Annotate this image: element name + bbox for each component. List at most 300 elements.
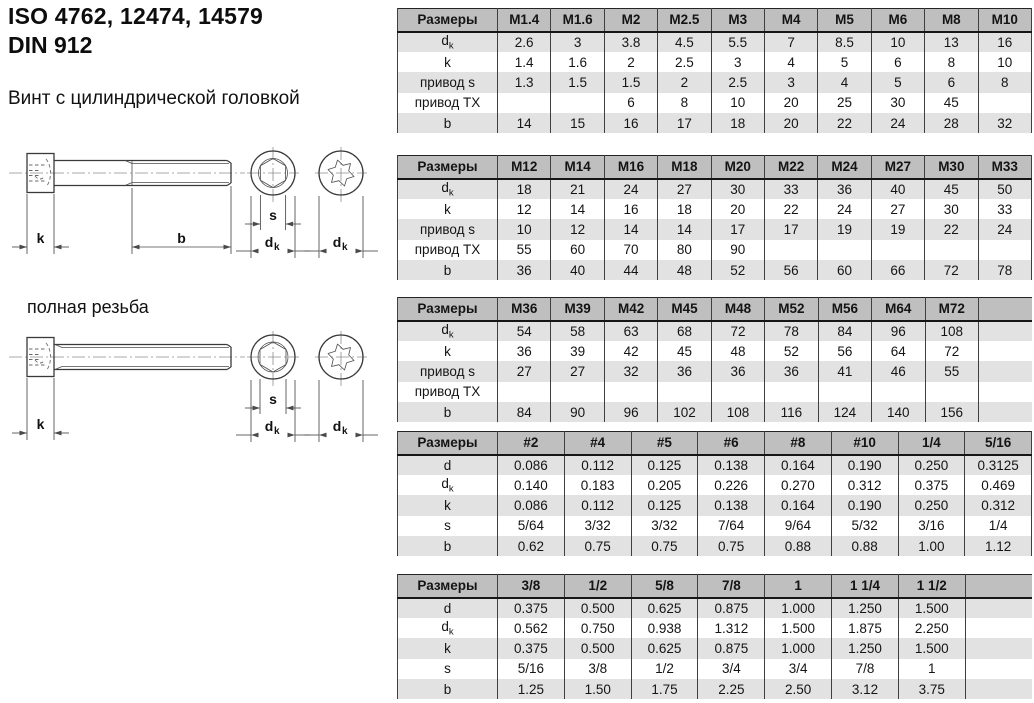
value-cell: 1.500 [898, 638, 965, 658]
size-column-header: M4 [764, 9, 817, 32]
value-cell: 156 [925, 402, 978, 422]
value-cell: 1.75 [631, 679, 698, 699]
value-cell [965, 618, 1032, 638]
value-cell: 14 [658, 219, 711, 239]
value-cell: 24 [604, 179, 657, 199]
value-cell: 55 [498, 240, 551, 260]
torx-socket-end-view [304, 331, 378, 442]
value-cell [711, 382, 764, 402]
screw-side-view [9, 338, 245, 441]
dimension-dk-hex [236, 196, 310, 258]
dimension-k [12, 194, 69, 254]
value-cell [551, 382, 604, 402]
size-column-header: M5 [818, 9, 871, 32]
value-cell: 30 [871, 93, 924, 113]
size-column-header: 1/2 [564, 575, 631, 598]
value-cell: 3 [764, 72, 817, 92]
value-cell: 20 [764, 113, 817, 133]
value-cell: 0.086 [498, 495, 565, 515]
size-column-header: M12 [498, 156, 551, 179]
value-cell: 116 [765, 402, 818, 422]
size-column-header: #8 [765, 432, 832, 455]
value-cell: 4 [764, 52, 817, 72]
value-cell: 44 [604, 260, 657, 280]
table-row [398, 536, 1032, 556]
value-cell [818, 240, 871, 260]
value-cell: 36 [818, 179, 871, 199]
value-cell: 17 [764, 219, 817, 239]
value-cell: 2.6 [498, 32, 551, 52]
row-label: k [398, 341, 498, 361]
size-column-header: M22 [764, 156, 817, 179]
table-metric-small-sizes [397, 8, 1032, 133]
value-cell: 32 [604, 361, 657, 381]
size-column-header: M24 [818, 156, 871, 179]
value-cell [965, 638, 1032, 658]
table-row [398, 179, 1032, 199]
value-cell: 22 [764, 199, 817, 219]
dim-label-s: s [269, 207, 277, 223]
size-column-header: 1/4 [898, 432, 965, 455]
value-cell: 0.875 [698, 598, 765, 618]
value-cell: 6 [604, 93, 657, 113]
row-label: привод TX [398, 240, 498, 260]
value-cell [604, 382, 657, 402]
value-cell: 0.183 [564, 475, 631, 495]
value-cell: 16 [604, 199, 657, 219]
value-cell: 0.086 [498, 455, 565, 475]
value-cell: 58 [551, 321, 604, 341]
value-cell [551, 93, 604, 113]
size-column-header: M2 [604, 9, 657, 32]
size-column-header: M42 [604, 298, 657, 321]
value-cell: 48 [658, 260, 711, 280]
product-name: Винт с цилиндрической головкой [8, 88, 300, 109]
dimension-dk-torx [304, 380, 378, 442]
value-cell: 0.164 [765, 455, 832, 475]
value-cell: 90 [551, 402, 604, 422]
value-cell: 0.562 [498, 618, 565, 638]
value-cell: 24 [818, 199, 871, 219]
value-cell [498, 93, 551, 113]
value-cell: 30 [711, 179, 764, 199]
row-label: d [398, 455, 498, 475]
value-cell: 13 [925, 32, 978, 52]
size-column-header: M18 [658, 156, 711, 179]
value-cell [978, 382, 1032, 402]
dim-label-b: b [177, 230, 186, 246]
value-cell: 0.625 [631, 638, 698, 658]
value-cell: 0.312 [831, 475, 898, 495]
value-cell: 14 [498, 113, 551, 133]
value-cell: 3/16 [898, 516, 965, 536]
table-row [398, 455, 1032, 475]
size-column-header: M1.4 [498, 9, 551, 32]
table-row [398, 659, 1033, 679]
value-cell: 14 [604, 219, 657, 239]
value-cell: 1.250 [832, 598, 899, 618]
value-cell: 1.875 [832, 618, 899, 638]
value-cell: 108 [711, 402, 764, 422]
value-cell: 0.250 [898, 455, 965, 475]
value-cell [818, 382, 871, 402]
value-cell [871, 240, 924, 260]
value-cell: 20 [711, 199, 764, 219]
size-column-header: M6 [871, 9, 924, 32]
table-row [398, 321, 1033, 341]
table-row [398, 516, 1032, 536]
dim-label-dk-sub: k [274, 426, 280, 437]
value-cell: 0.250 [898, 495, 965, 515]
value-cell: 0.270 [765, 475, 832, 495]
value-cell: 40 [551, 260, 604, 280]
value-cell: 2.5 [711, 72, 764, 92]
value-cell: 68 [658, 321, 711, 341]
value-cell: 8 [658, 93, 711, 113]
value-cell: 24 [978, 219, 1031, 239]
dimension-dk-torx [304, 196, 378, 258]
value-cell: 0.88 [831, 536, 898, 556]
value-cell: 56 [764, 260, 817, 280]
value-cell: 66 [871, 260, 924, 280]
value-cell: 48 [711, 341, 764, 361]
table-row [398, 475, 1032, 495]
dimension-table [397, 155, 1032, 280]
value-cell [765, 382, 818, 402]
value-cell [764, 240, 817, 260]
value-cell: 25 [818, 93, 871, 113]
value-cell: 19 [818, 219, 871, 239]
value-cell: 19 [871, 219, 924, 239]
row-label: $d_k$ [398, 179, 498, 199]
table-row [398, 260, 1032, 280]
sizes-header-cell: Размеры [398, 432, 498, 455]
value-cell: 1.4 [498, 52, 551, 72]
value-cell: 17 [711, 219, 764, 239]
size-column-header: M8 [925, 9, 978, 32]
row-label: k [398, 495, 498, 515]
value-cell: 1.500 [898, 598, 965, 618]
value-cell [978, 402, 1032, 422]
table-row [398, 32, 1032, 52]
size-column-header: M1.6 [551, 9, 604, 32]
value-cell: 3/8 [564, 659, 631, 679]
row-label: b [398, 260, 498, 280]
value-cell: 12 [498, 199, 551, 219]
value-cell: 54 [498, 321, 551, 341]
value-cell: 1/4 [965, 516, 1032, 536]
value-cell: 1.6 [551, 52, 604, 72]
value-cell: 84 [818, 321, 871, 341]
value-cell: 90 [711, 240, 764, 260]
value-cell: 1.00 [898, 536, 965, 556]
value-cell [658, 382, 711, 402]
table-row [398, 361, 1033, 381]
row-label: b [398, 402, 498, 422]
value-cell: 78 [978, 260, 1031, 280]
value-cell: 5/64 [498, 516, 565, 536]
header-row [398, 575, 1033, 598]
value-cell [872, 382, 925, 402]
value-cell: 1.500 [765, 618, 832, 638]
dim-label-dk-base: d [264, 234, 274, 250]
size-column-header: 1 1/4 [832, 575, 899, 598]
value-cell [965, 679, 1032, 699]
size-column-header: M36 [498, 298, 551, 321]
value-cell: 2.50 [765, 679, 832, 699]
size-column-header: #2 [498, 432, 565, 455]
value-cell: 0.938 [631, 618, 698, 638]
row-label: привод TX [398, 382, 498, 402]
value-cell: 1.12 [965, 536, 1032, 556]
value-cell [498, 382, 551, 402]
value-cell: 0.112 [564, 495, 631, 515]
value-cell: 5 [871, 72, 924, 92]
value-cell: 40 [871, 179, 924, 199]
row-label: k [398, 638, 498, 658]
value-cell: 0.75 [564, 536, 631, 556]
table-row [398, 219, 1032, 239]
table-row [398, 495, 1032, 515]
dim-label-dk-base: d [332, 234, 342, 250]
value-cell: 8 [978, 72, 1031, 92]
value-cell: 60 [818, 260, 871, 280]
value-cell [925, 240, 978, 260]
size-column-header: M2.5 [658, 9, 711, 32]
value-cell: 0.140 [498, 475, 565, 495]
value-cell: 7/64 [698, 516, 765, 536]
value-cell: 0.138 [698, 455, 765, 475]
value-cell: 0.190 [831, 495, 898, 515]
value-cell: 0.500 [564, 598, 631, 618]
value-cell: 0.875 [698, 638, 765, 658]
value-cell: 1.5 [551, 72, 604, 92]
dimension-k [12, 378, 69, 440]
value-cell: 7/8 [832, 659, 899, 679]
value-cell: 3.75 [898, 679, 965, 699]
row-label: привод s [398, 361, 498, 381]
screw-partial-thread-diagram [5, 146, 393, 264]
dimension-table [397, 297, 1032, 422]
value-cell: 5/32 [831, 516, 898, 536]
value-cell: 17 [658, 113, 711, 133]
size-column-header: #4 [564, 432, 631, 455]
value-cell [978, 341, 1032, 361]
left-pane [0, 0, 395, 703]
value-cell [978, 361, 1032, 381]
value-cell [978, 321, 1032, 341]
dim-label-k: k [36, 230, 45, 246]
table-row [398, 72, 1032, 92]
dimension-table [397, 8, 1032, 133]
size-column-header: M3 [711, 9, 764, 32]
size-column-header [965, 575, 1032, 598]
value-cell: 2.25 [698, 679, 765, 699]
value-cell: 0.125 [631, 495, 698, 515]
value-cell: 5/16 [498, 659, 565, 679]
value-cell: 16 [604, 113, 657, 133]
value-cell: 63 [604, 321, 657, 341]
value-cell: 0.112 [564, 455, 631, 475]
standard-title-iso: ISO 4762, 12474, 14579 [8, 3, 264, 29]
value-cell: 5.5 [711, 32, 764, 52]
value-cell: 3.12 [832, 679, 899, 699]
size-column-header: M27 [871, 156, 924, 179]
value-cell: 80 [658, 240, 711, 260]
row-label: b [398, 679, 498, 699]
value-cell: 45 [925, 179, 978, 199]
row-label: $d_k$ [398, 618, 498, 638]
value-cell: 3/4 [765, 659, 832, 679]
value-cell: 20 [764, 93, 817, 113]
value-cell: 33 [764, 179, 817, 199]
value-cell: 33 [978, 199, 1031, 219]
value-cell: 0.88 [765, 536, 832, 556]
table-row [398, 52, 1032, 72]
value-cell: 36 [498, 341, 551, 361]
size-column-header: M72 [925, 298, 978, 321]
value-cell: 102 [658, 402, 711, 422]
row-label: $d_k$ [398, 475, 498, 495]
value-cell: 7 [764, 32, 817, 52]
value-cell: 2.250 [898, 618, 965, 638]
size-column-header: #6 [698, 432, 765, 455]
size-column-header: 1 [765, 575, 832, 598]
dim-label-dk-sub: k [342, 242, 348, 253]
table-imperial-small-sizes [397, 431, 1032, 556]
value-cell: 84 [498, 402, 551, 422]
size-column-header: 1 1/2 [898, 575, 965, 598]
value-cell: 10 [711, 93, 764, 113]
size-column-header: #5 [631, 432, 698, 455]
size-column-header: 5/8 [631, 575, 698, 598]
screw-full-thread-diagram [5, 328, 393, 446]
table-row [398, 598, 1033, 618]
value-cell: 140 [872, 402, 925, 422]
row-label: k [398, 52, 498, 72]
value-cell: 0.3125 [965, 455, 1032, 475]
value-cell: 0.312 [965, 495, 1032, 515]
value-cell: 108 [925, 321, 978, 341]
table-row [398, 618, 1033, 638]
value-cell: 2 [604, 52, 657, 72]
hex-socket-end-view [236, 147, 310, 258]
table-row [398, 638, 1033, 658]
value-cell: 70 [604, 240, 657, 260]
value-cell: 2.5 [658, 52, 711, 72]
value-cell: 60 [551, 240, 604, 260]
value-cell: 50 [978, 179, 1031, 199]
size-column-header: M33 [978, 156, 1031, 179]
value-cell: 30 [925, 199, 978, 219]
value-cell: 41 [818, 361, 871, 381]
row-label: привод s [398, 219, 498, 239]
value-cell: 0.190 [831, 455, 898, 475]
value-cell: 72 [925, 260, 978, 280]
tables-pane [395, 0, 1034, 703]
row-label: $d_k$ [398, 321, 498, 341]
table-row [398, 341, 1033, 361]
size-column-header: #10 [831, 432, 898, 455]
value-cell: 3/4 [698, 659, 765, 679]
table-row [398, 199, 1032, 219]
value-cell: 27 [551, 361, 604, 381]
size-column-header: 3/8 [498, 575, 565, 598]
value-cell: 36 [658, 361, 711, 381]
size-column-header: M10 [978, 9, 1031, 32]
value-cell: 3/32 [631, 516, 698, 536]
table-row [398, 402, 1033, 422]
value-cell: 1.000 [765, 638, 832, 658]
value-cell: 0.226 [698, 475, 765, 495]
dimension-b [132, 186, 231, 254]
value-cell: 1.5 [604, 72, 657, 92]
value-cell: 21 [551, 179, 604, 199]
value-cell: 3 [551, 32, 604, 52]
sizes-header-cell: Размеры [398, 156, 498, 179]
size-column-header: M48 [711, 298, 764, 321]
dimension-table [397, 431, 1032, 556]
screw-side-view [9, 154, 245, 255]
value-cell: 18 [658, 199, 711, 219]
value-cell: 124 [818, 402, 871, 422]
value-cell: 27 [871, 199, 924, 219]
hex-socket-end-view [236, 331, 310, 442]
value-cell: 42 [604, 341, 657, 361]
value-cell: 10 [871, 32, 924, 52]
size-column-header [978, 298, 1032, 321]
size-column-header: M20 [711, 156, 764, 179]
value-cell: 1/2 [631, 659, 698, 679]
header-row [398, 432, 1032, 455]
value-cell: 1.000 [765, 598, 832, 618]
value-cell: 0.75 [631, 536, 698, 556]
value-cell: 12 [551, 219, 604, 239]
size-column-header: 7/8 [698, 575, 765, 598]
value-cell: 15 [551, 113, 604, 133]
value-cell: 36 [765, 361, 818, 381]
value-cell [965, 659, 1032, 679]
value-cell: 78 [765, 321, 818, 341]
dim-label-dk-sub: k [342, 426, 348, 437]
value-cell: 72 [925, 341, 978, 361]
value-cell: 1.25 [498, 679, 565, 699]
table-row [398, 93, 1032, 113]
value-cell: 3.8 [604, 32, 657, 52]
table-row [398, 679, 1033, 699]
value-cell [978, 93, 1031, 113]
table-metric-large-sizes [397, 297, 1032, 422]
table-metric-medium-sizes [397, 155, 1032, 280]
value-cell: 45 [925, 93, 978, 113]
value-cell [965, 598, 1032, 618]
value-cell: 6 [925, 72, 978, 92]
row-label: d [398, 598, 498, 618]
sizes-header-cell: Размеры [398, 575, 498, 598]
size-column-header: M16 [604, 156, 657, 179]
value-cell: 18 [498, 179, 551, 199]
value-cell: 0.62 [498, 536, 565, 556]
table-imperial-large-sizes [397, 574, 1032, 699]
value-cell: 10 [498, 219, 551, 239]
value-cell: 16 [978, 32, 1031, 52]
value-cell: 1 [898, 659, 965, 679]
value-cell: 32 [978, 113, 1031, 133]
value-cell: 1.312 [698, 618, 765, 638]
value-cell: 4 [818, 72, 871, 92]
table-row [398, 240, 1032, 260]
row-label: $d_k$ [398, 32, 498, 52]
